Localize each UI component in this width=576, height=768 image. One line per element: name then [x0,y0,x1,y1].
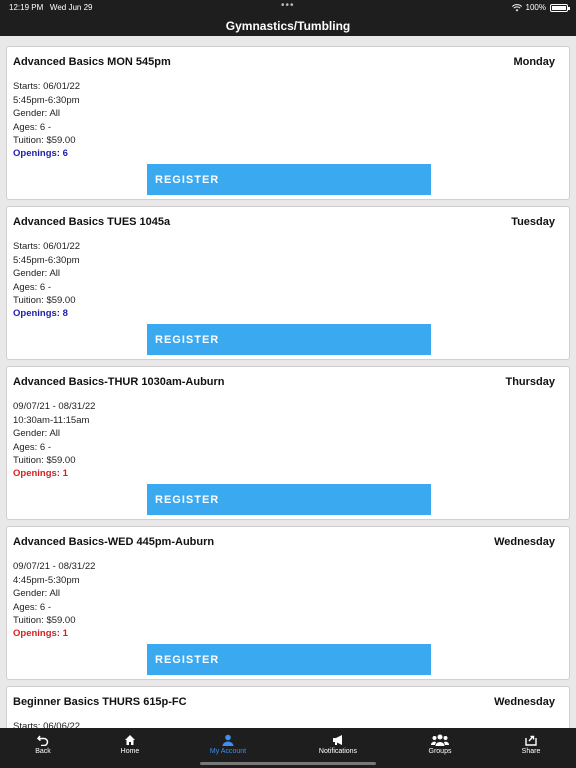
class-day: Tuesday [511,216,555,228]
class-openings: Openings: 1 [13,468,68,479]
tab-back[interactable]: Back [8,734,78,755]
register-button[interactable]: REGISTER [147,484,431,515]
group-icon [405,734,475,748]
tab-home[interactable]: Home [95,734,165,755]
class-ages: Ages: 6 - [13,122,52,133]
class-openings: Openings: 6 [13,148,68,159]
class-time: 5:45pm-6:30pm [13,95,80,106]
class-dates: 09/07/21 - 08/31/22 [13,401,96,412]
back-arrow-icon [8,734,78,748]
class-card [6,526,570,680]
class-day: Wednesday [494,536,555,548]
class-start: Starts: 06/06/22 [13,721,81,728]
class-tuition: Tuition: $59.00 [13,135,76,146]
tab-notifications[interactable]: Notifications [303,734,373,755]
class-time: 10:30am-11:15am [13,415,90,426]
class-gender: Gender: All [13,588,60,599]
class-card [6,366,570,520]
tab-share[interactable]: Share [496,734,566,755]
battery-icon [550,4,568,12]
class-name: Advanced Basics-THUR 1030am-Auburn [13,376,225,388]
class-card [6,206,570,360]
class-day: Wednesday [494,696,555,708]
class-gender: Gender: All [13,108,60,119]
person-icon [193,734,263,748]
class-time: 5:45pm-6:30pm [13,255,80,266]
class-openings: Openings: 1 [13,628,68,639]
status-bar [0,0,576,16]
class-tuition: Tuition: $59.00 [13,455,76,466]
class-ages: Ages: 6 - [13,282,52,293]
register-button[interactable]: REGISTER [147,644,431,675]
class-day: Thursday [505,376,555,388]
battery-percent: 100% [525,3,546,12]
multitasking-dots[interactable]: ••• [281,0,295,11]
class-name: Beginner Basics THURS 615p-FC [13,696,187,708]
class-tuition: Tuition: $59.00 [13,295,76,306]
home-indicator[interactable] [200,762,376,765]
class-name: Advanced Basics TUES 1045a [13,216,171,228]
home-icon [95,734,165,748]
register-button[interactable]: REGISTER [147,324,431,355]
class-time: 4:45pm-5:30pm [13,575,80,586]
tab-bar [0,728,576,768]
status-time: 12:19 PM Wed Jun 29 [9,3,93,12]
class-gender: Gender: All [13,268,60,279]
class-tuition: Tuition: $59.00 [13,615,76,626]
class-start: Starts: 06/01/22 [13,241,81,252]
class-name: Advanced Basics-WED 445pm-Auburn [13,536,215,548]
tab-my-account[interactable]: My Account [193,734,263,755]
class-list[interactable] [0,36,576,728]
page-title: Gymnastics/Tumbling [0,16,576,36]
share-icon [496,734,566,748]
class-gender: Gender: All [13,428,60,439]
register-button[interactable]: REGISTER [147,164,431,195]
class-day: Monday [513,56,555,68]
class-dates: 09/07/21 - 08/31/22 [13,561,96,572]
class-start: Starts: 06/01/22 [13,81,81,92]
class-card [6,686,570,728]
class-card [6,46,570,200]
tab-groups[interactable]: Groups [405,734,475,755]
class-name: Advanced Basics MON 545pm [13,56,171,68]
class-openings: Openings: 8 [13,308,68,319]
wifi-icon [512,4,522,12]
class-ages: Ages: 6 - [13,602,52,613]
megaphone-icon [303,734,373,748]
class-ages: Ages: 6 - [13,442,52,453]
